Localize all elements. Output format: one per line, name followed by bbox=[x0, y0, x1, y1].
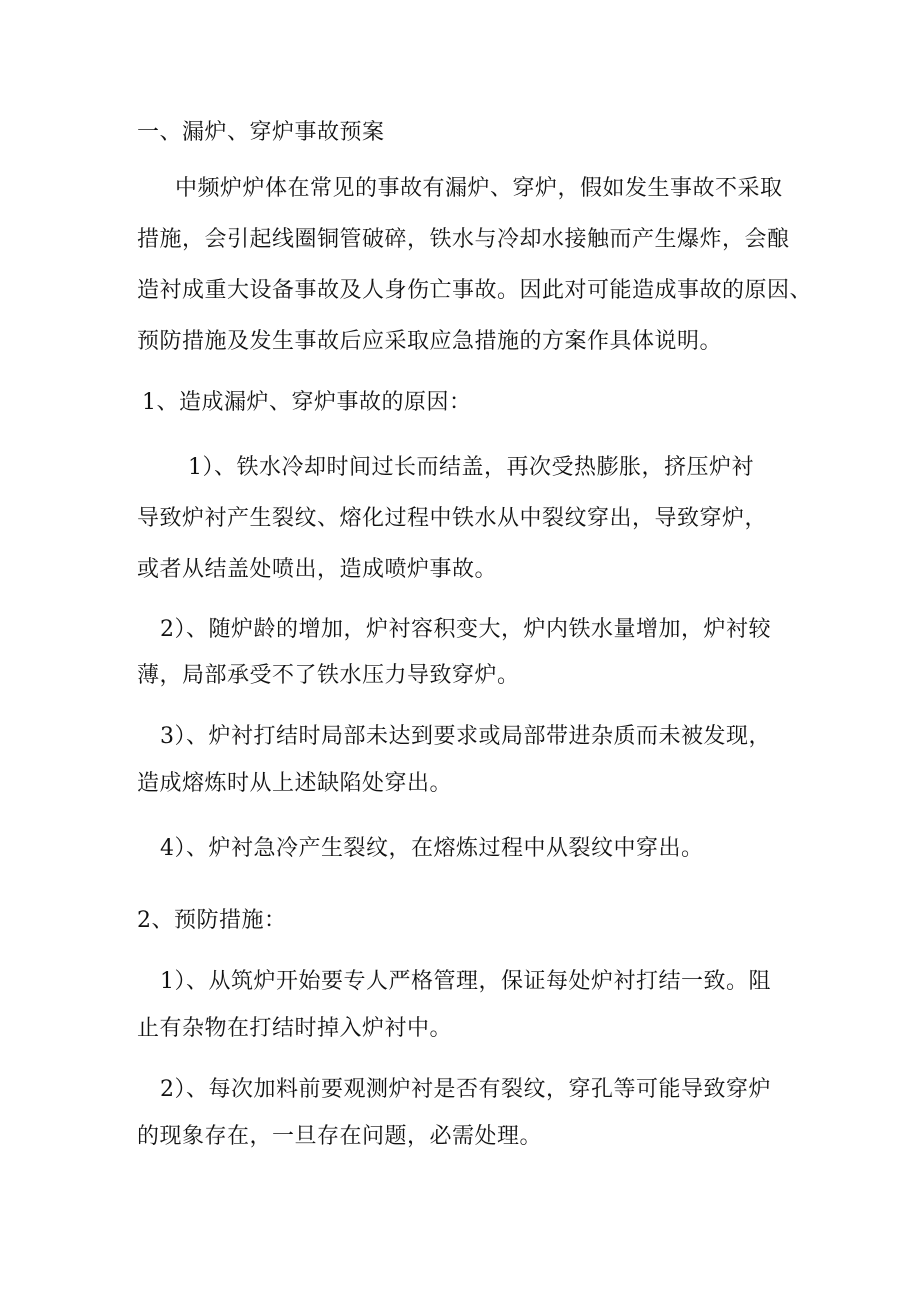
paragraph-line: 1）、从筑炉开始要专人严格管理，保证每处炉衬打结一致。阻 bbox=[160, 969, 771, 994]
paragraph-line: 造成熔炼时从上述缺陷处穿出。 bbox=[137, 771, 453, 796]
paragraph-line: 4）、炉衬急冷产生裂纹，在熔炼过程中从裂纹中穿出。 bbox=[160, 836, 704, 861]
subsection-title: 2、预防措施： bbox=[137, 908, 287, 933]
paragraph-line: 2）、每次加料前要观测炉衬是否有裂纹，穿孔等可能导致穿炉 bbox=[160, 1077, 771, 1102]
paragraph-line: 的现象存在，一旦存在问题，必需处理。 bbox=[137, 1124, 543, 1149]
paragraph-line: 措施，会引起线圈铜管破碎，铁水与冷却水接触而产生爆炸，会酿 bbox=[137, 227, 790, 252]
subsection-title: 1、造成漏炉、穿炉事故的原因： bbox=[142, 390, 472, 415]
section-heading: 一、漏炉、穿炉事故预案 bbox=[137, 120, 385, 145]
paragraph-line: 止有杂物在打结时掉入炉衬中。 bbox=[137, 1016, 453, 1041]
paragraph-line: 导致炉衬产生裂纹、熔化过程中铁水从中裂纹穿出，导致穿炉， bbox=[137, 506, 768, 531]
paragraph-line: 1）、铁水冷却时间过长而结盖，再次受热膨胀，挤压炉衬 bbox=[188, 455, 754, 480]
paragraph-line: 或者从结盖处喷出，造成喷炉事故。 bbox=[137, 557, 498, 582]
paragraph-line: 薄，局部承受不了铁水压力导致穿炉。 bbox=[137, 663, 520, 688]
paragraph-line: 2）、随炉龄的增加，炉衬容积变大，炉内铁水量增加，炉衬较 bbox=[160, 617, 771, 642]
paragraph-line: 中频炉炉体在常见的事故有漏炉、穿炉，假如发生事故不采取 bbox=[175, 176, 783, 201]
paragraph-line: 3）、炉衬打结时局部未达到要求或局部带进杂质而未被发现， bbox=[160, 724, 771, 749]
paragraph-line: 造衬成重大设备事故及人身伤亡事故。因此对可能造成事故的原因、 bbox=[137, 278, 813, 303]
paragraph-line: 预防措施及发生事故后应采取应急措施的方案作具体说明。 bbox=[137, 329, 723, 354]
